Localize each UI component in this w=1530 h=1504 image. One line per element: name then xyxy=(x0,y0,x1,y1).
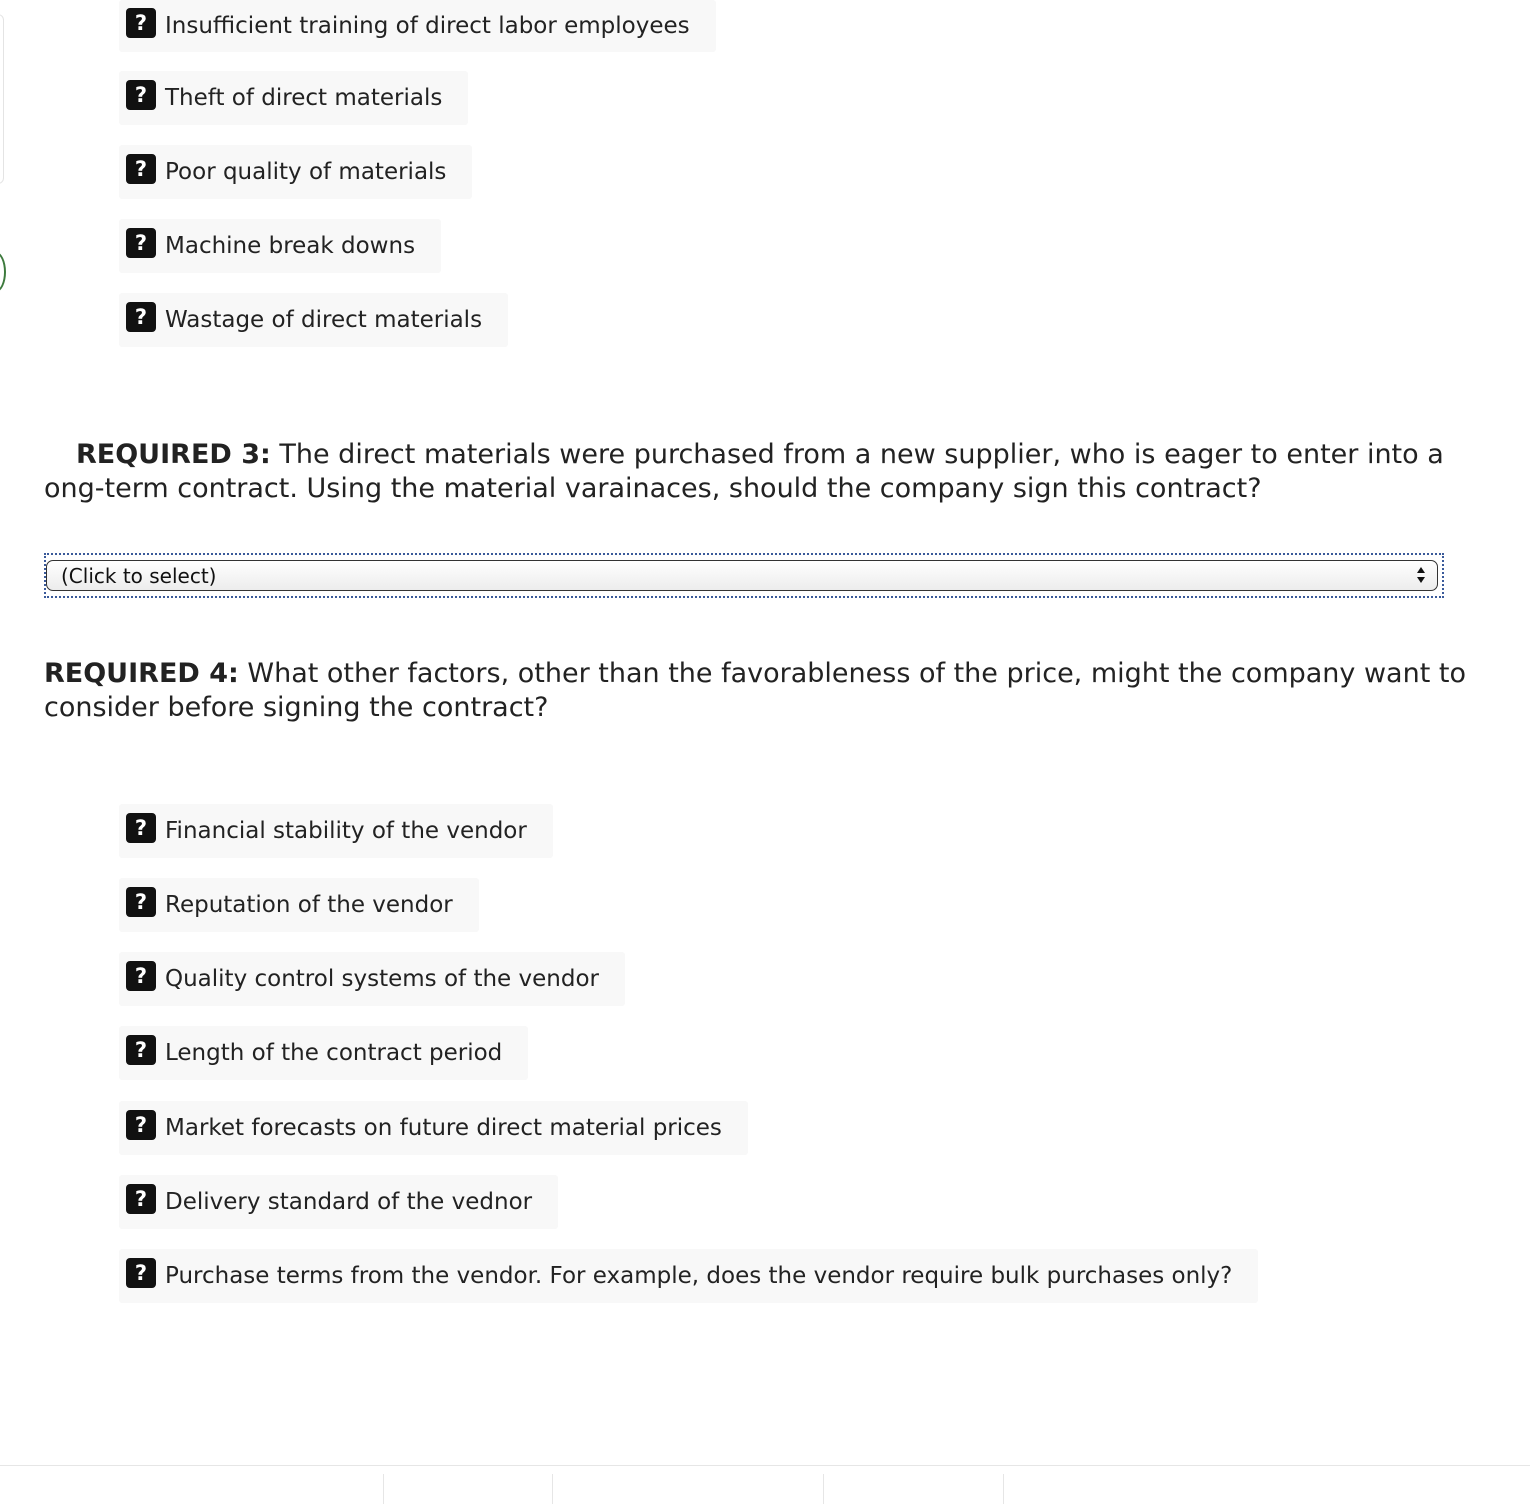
drag-option-insufficient-training[interactable] xyxy=(119,0,716,52)
required-4-question xyxy=(44,657,1484,725)
drag-option-contract-length[interactable] xyxy=(119,1026,528,1080)
edge-indicator xyxy=(0,252,6,292)
answer-select-focus-ring xyxy=(44,553,1444,598)
answer-select-value: (Click to select) xyxy=(61,563,217,588)
drag-option-financial-stability[interactable] xyxy=(119,804,553,858)
drag-option-market-forecasts[interactable] xyxy=(119,1101,748,1155)
option-label: Delivery standard of the vednor xyxy=(165,1189,533,1215)
footer-divider-tick xyxy=(1003,1474,1004,1504)
question-mark-icon: ? xyxy=(126,8,156,38)
required-3-question xyxy=(44,438,1484,506)
required-3-text-line2: ong-term contract. Using the material varainaces, should the company sign this contract? xyxy=(44,473,1262,504)
answer-select[interactable] xyxy=(46,560,1438,591)
footer-divider-tick xyxy=(552,1474,553,1504)
required-4-text-line2: consider before signing the contract? xyxy=(44,692,549,723)
option-label: Length of the contract period xyxy=(165,1040,503,1066)
edge-panel xyxy=(0,14,4,184)
question-mark-icon: ? xyxy=(126,1110,156,1140)
option-label: Purchase terms from the vendor. For example, does the vendor require bulk purchases only? xyxy=(165,1263,1233,1289)
option-label: Theft of direct materials xyxy=(165,85,443,111)
question-mark-icon: ? xyxy=(126,80,156,110)
option-label: Wastage of direct materials xyxy=(165,307,483,333)
option-label: Insufficient training of direct labor employees xyxy=(165,13,690,39)
drag-option-wastage[interactable] xyxy=(119,293,508,347)
question-mark-icon: ? xyxy=(126,302,156,332)
question-mark-icon: ? xyxy=(126,1035,156,1065)
drag-option-purchase-terms[interactable] xyxy=(119,1249,1258,1303)
option-label: Quality control systems of the vendor xyxy=(165,966,599,992)
option-label: Poor quality of materials xyxy=(165,159,447,185)
drag-option-delivery-standard[interactable] xyxy=(119,1175,558,1229)
question-mark-icon: ? xyxy=(126,1184,156,1214)
drag-option-machine-break-downs[interactable] xyxy=(119,219,441,273)
option-label: Machine break downs xyxy=(165,233,416,259)
option-label: Reputation of the vendor xyxy=(165,892,453,918)
question-mark-icon: ? xyxy=(126,961,156,991)
option-label: Financial stability of the vendor xyxy=(165,818,527,844)
footer-divider-tick xyxy=(383,1474,384,1504)
question-mark-icon: ? xyxy=(126,887,156,917)
footer-divider xyxy=(0,1465,1530,1466)
drag-option-poor-quality[interactable] xyxy=(119,145,472,199)
footer-divider-tick xyxy=(823,1474,824,1504)
required-4-text-line1: What other factors, other than the favorableness of the price, might the company want to xyxy=(238,658,1466,689)
option-label: Market forecasts on future direct material prices xyxy=(165,1115,722,1141)
required-4-tag: REQUIRED 4: xyxy=(44,658,239,689)
required-3-tag: REQUIRED 3: xyxy=(76,439,271,470)
drag-option-reputation[interactable] xyxy=(119,878,479,932)
required-3-text-line1: The direct materials were purchased from a new supplier, who is eager to enter into a xyxy=(270,439,1444,470)
drag-option-theft[interactable] xyxy=(119,71,468,125)
question-mark-icon: ? xyxy=(126,228,156,258)
question-mark-icon: ? xyxy=(126,1258,156,1288)
select-arrows-icon xyxy=(1415,564,1427,586)
question-mark-icon: ? xyxy=(126,813,156,843)
drag-option-quality-control[interactable] xyxy=(119,952,625,1006)
question-mark-icon: ? xyxy=(126,154,156,184)
